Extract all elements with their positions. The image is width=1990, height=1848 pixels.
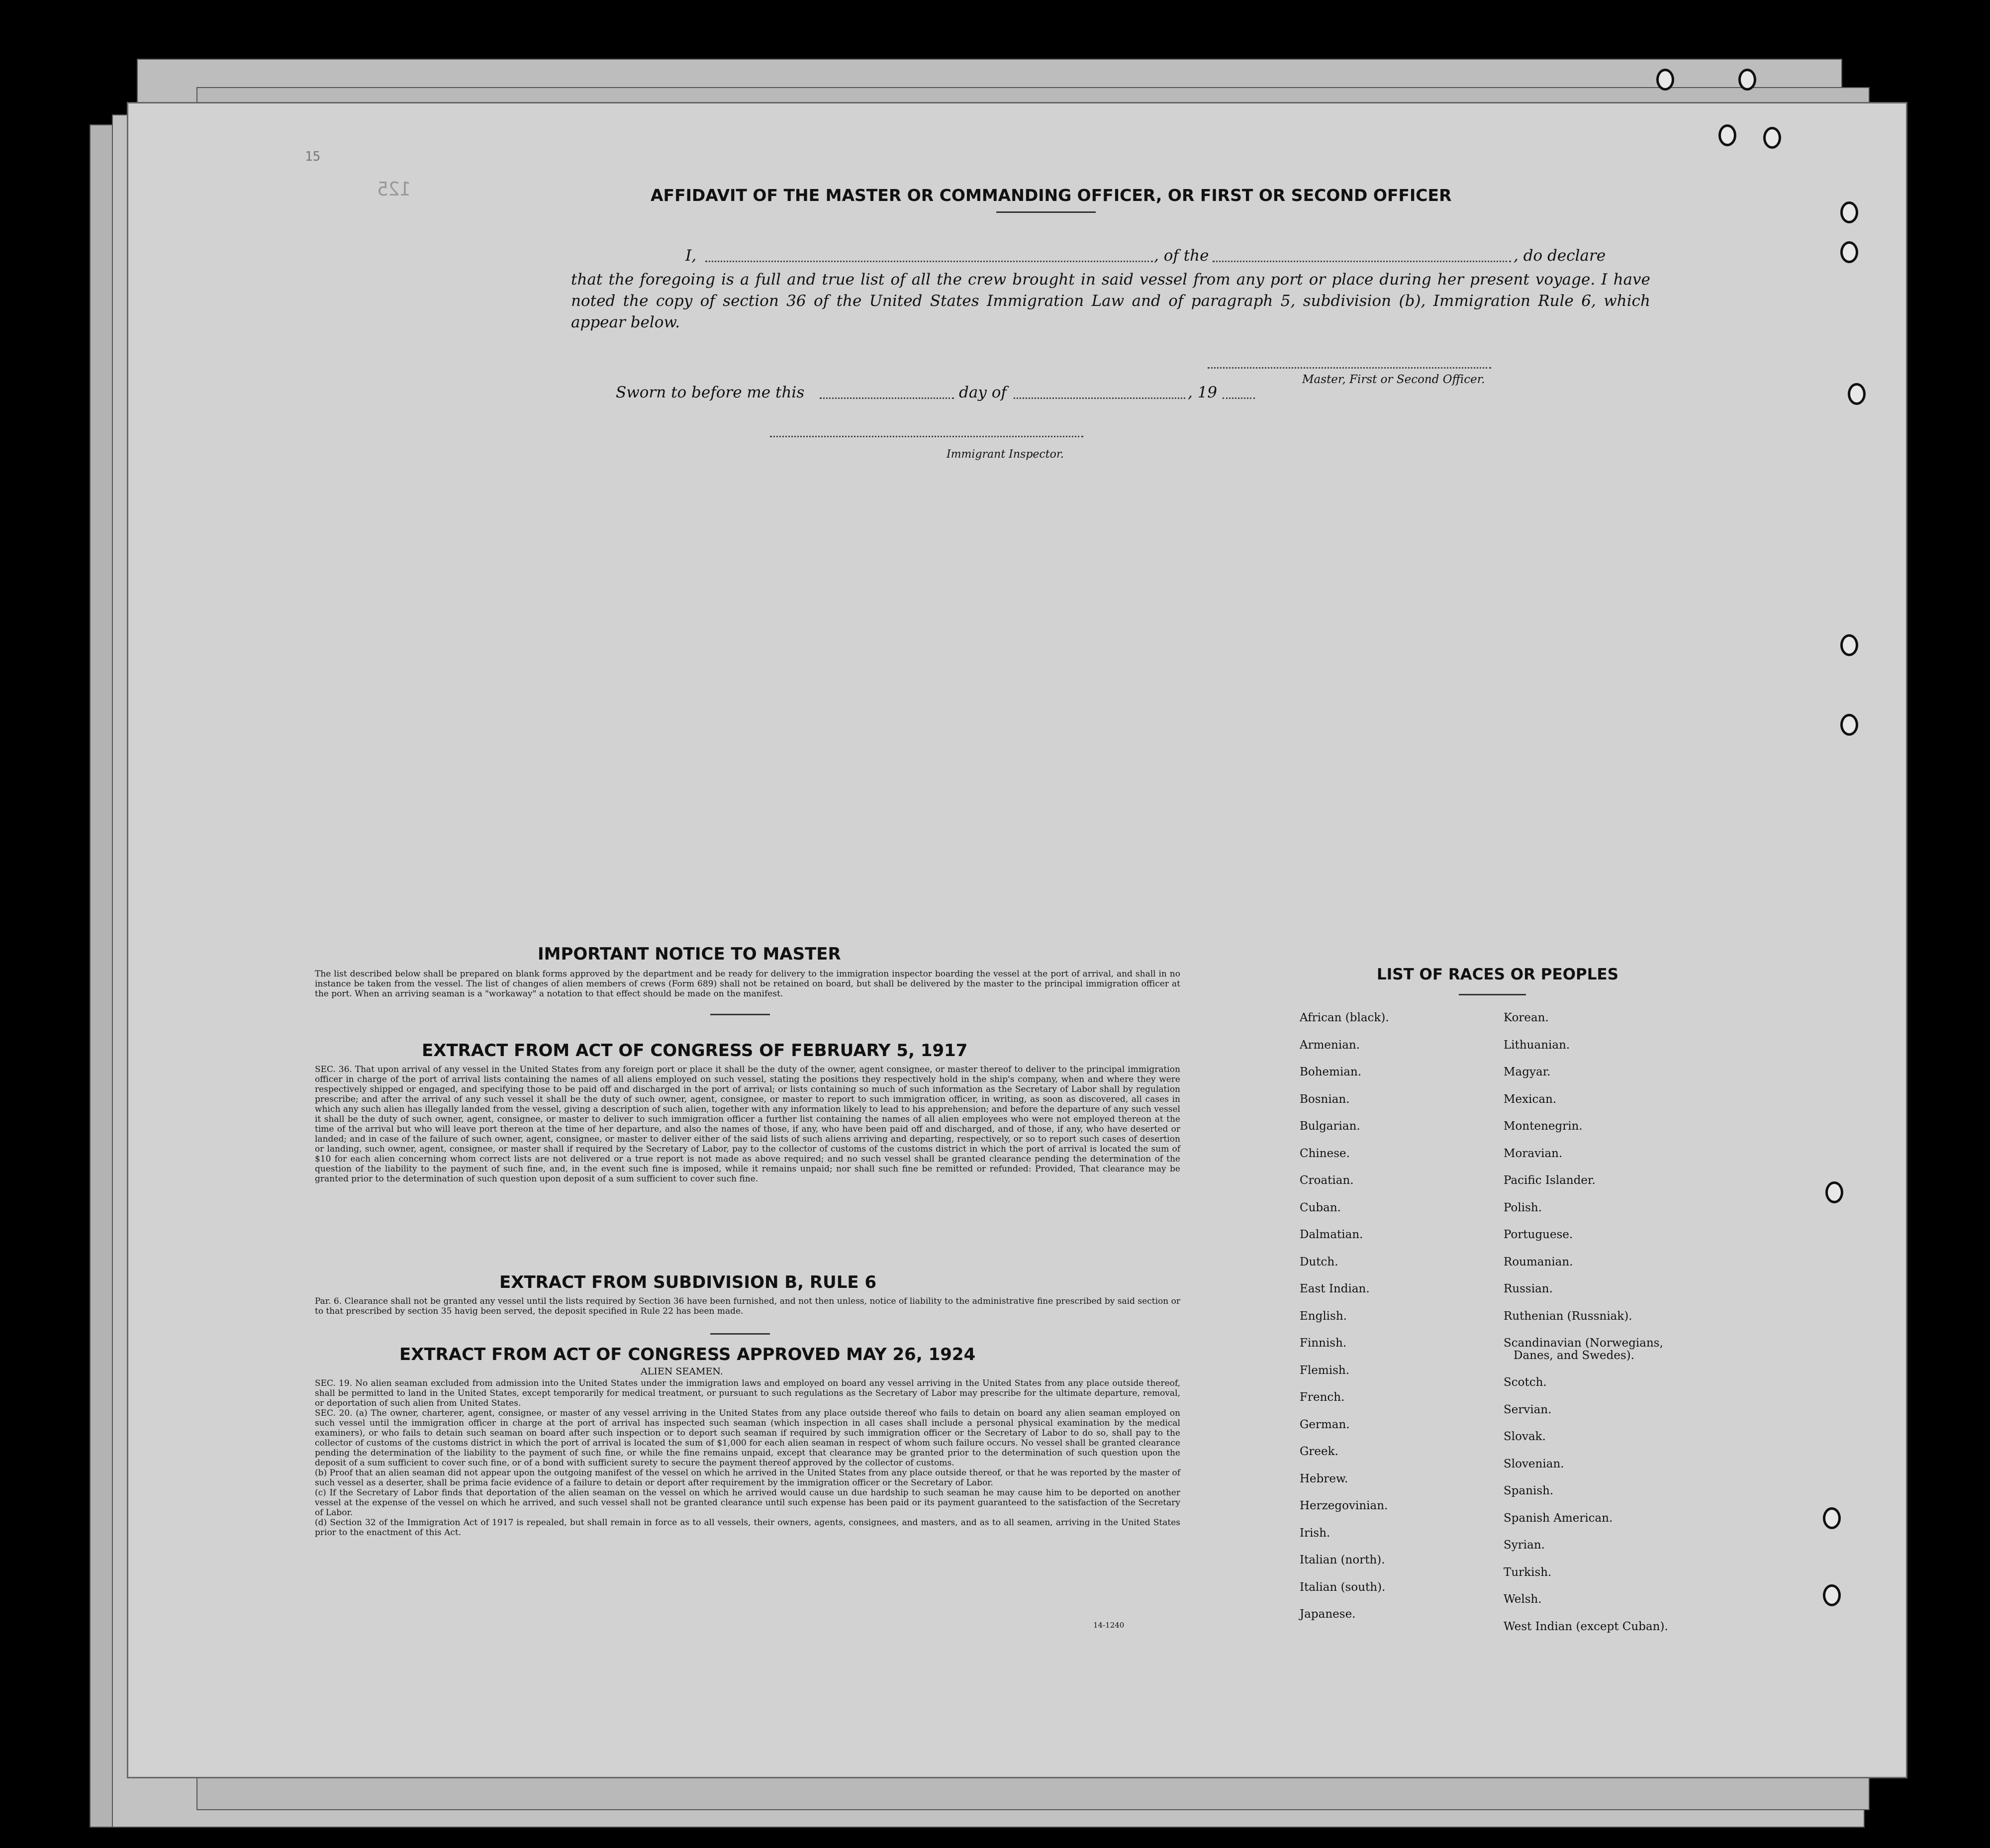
sworn-line — [616, 384, 1382, 403]
race-item: East Indian. — [1300, 1282, 1370, 1295]
race-item: Finnish. — [1300, 1337, 1347, 1350]
year-label: , 19 — [1188, 384, 1218, 401]
race-item: Hebrew. — [1300, 1472, 1348, 1485]
punch-hole-icon — [1825, 1181, 1843, 1203]
race-item: Montenegrin. — [1504, 1120, 1583, 1133]
document-page — [127, 102, 1907, 1778]
race-item: Scandinavian (Norwegians, — [1504, 1337, 1663, 1350]
section-19: SEC. 19. No alien seaman excluded from admission into the United States under the immigration laws and employed on board any vessel arriving in the United States from any place outside thereof, shall be permitted to land in the United States, except temporarily for medical treatment, or pursuant to such regulations as the Secretary of Labor may prescribe for the ultimate departure, removal, or deportation of such alien from United States. — [315, 1378, 1180, 1408]
race-item: African (black). — [1300, 1011, 1389, 1024]
race-item: Pacific Islander. — [1504, 1174, 1596, 1187]
race-item: Irish. — [1300, 1526, 1330, 1540]
race-item: Ruthenian (Russniak). — [1504, 1309, 1632, 1323]
corner-number: 15 — [305, 149, 321, 164]
race-item: Herzegovinian. — [1300, 1499, 1388, 1512]
race-item: Roumanian. — [1504, 1255, 1573, 1268]
label-declare: , do declare — [1514, 247, 1606, 265]
race-item: Armenian. — [1300, 1038, 1360, 1052]
extract-1917-text: SEC. 36. That upon arrival of any vessel in the United States from any foreign port or place it shall be the duty of the owner, agent consignee, or master thereof to deliver to the principal immigration officer in charge of the port of arrival lists containing the names of all aliens employed on such vessel, stating the positions they respectively hold in the ship's company, when and where they were respectively shipped or engaged, and specifying those to be paid off and discharged in the port of arrival; or lists containing so much of such information as the Secretary of Labor shall by regulation prescribe; and after the arrival of any such vessel it shall be the duty of such owner, agent, consignee, or master to report to such immigration officer, in writing, as soon as discovered, all cases in which any such alien has illegally landed from the vessel, giving a description of such alien, together with any information likely to lead to his apprehension; and before the departure of any such vessel it shall be the duty of such owner, agent, consignee, or master to deliver to such immigration officer a further list containing the names of all alien employees who were not employed thereon at the time of the arrival but who will leave port thereon at the time of her departure, and also the names of those, if any, who have been paid off and discharged, and of those, if any, who have deserted or landed; and in case of the failure of such owner, agent, consignee, or master to deliver either of the said lists of such aliens arriving and departing, respectively, or so to report such cases of desertion or landing, such owner, agent, consignee, or master shall if required by the Secretary of Labor, pay to the collector of customs of the customs district in which the port of arrival is located the sum of $10 for each alien concerning whom correct lists are not delivered or a true report is not made as above required; and no such vessel shall be granted clearance pending the determination of the question of the liability to the payment of such fine, and, in the event such fine is imposed, while it remains unpaid; nor shall such fine be remitted or refunded: Provided, That clearance may be granted prior to the determination of such question upon deposit of a sum sufficient to cover such fine. — [315, 1065, 1180, 1184]
punch-hole-icon — [1840, 241, 1858, 263]
form-number: 14-1240 — [1093, 1621, 1125, 1630]
extract-rule6-title: EXTRACT FROM SUBDIVISION B, RULE 6 — [499, 1272, 877, 1292]
punch-hole-icon — [1840, 634, 1858, 656]
affidavit-line-1 — [571, 247, 1650, 267]
alien-seamen-subtitle: ALIEN SEAMEN. — [641, 1366, 723, 1377]
race-item: Bulgarian. — [1300, 1120, 1360, 1133]
race-item: French. — [1300, 1391, 1345, 1404]
race-item: Cuban. — [1300, 1201, 1341, 1214]
month-field[interactable] — [1014, 397, 1185, 399]
race-item: Slovenian. — [1504, 1457, 1564, 1470]
extract-1924-text — [315, 1378, 1180, 1538]
race-item: Mexican. — [1504, 1092, 1557, 1106]
race-item: Turkish. — [1504, 1565, 1552, 1579]
punch-hole-icon — [1823, 1507, 1841, 1529]
day-field[interactable] — [820, 397, 954, 399]
race-item: Welsh. — [1504, 1593, 1542, 1606]
race-item: Spanish. — [1504, 1484, 1554, 1498]
notice-title: IMPORTANT NOTICE TO MASTER — [538, 944, 841, 964]
punch-hole-icon — [1848, 383, 1866, 405]
affidavit-statement: that the foregoing is a full and true list of all the crew brought in said vessel from any port or place during her present voyage. I have noted the copy of section 36 of the United States Immigration Law and of paragraph 5, subdivision (b), Immigration Rule 6, which appear below. — [571, 271, 1650, 331]
race-item: Italian (north). — [1300, 1554, 1385, 1566]
affidavit-title: AFFIDAVIT OF THE MASTER OR COMMANDING OFFICER, OR FIRST OR SECOND OFFICER — [651, 186, 1452, 205]
section-divider — [710, 1014, 770, 1015]
section-20a: SEC. 20. (a) The owner, charterer, agent, consignee, or master of any vessel arriving in the United States from any place outside thereof who fails to detain on board any alien seaman employed on such vessel until the immigration officer in charge at the port of arrival has inspected such seaman (which inspection in all cases shall include a personal physical examination by the medical examiners), or who fails to detain such seaman on board after such inspection or to deport such seaman if required by such immigration officer or the Secretary of Labor to do so, shall pay to the collector of customs of the customs district in which the port of arrival is located the sum of $1,000 for each alien seaman in respect of whom such failure occurs. No vessel shall be granted clearance pending the determination of the liability to the payment of such fine, or while the fine remains unpaid, except that clearance may be granted prior to the determination of such question upon the deposit of a sum sufficient to cover such fine, or of a bond with sufficient surety to secure the payment thereof approved by the collector of customs. — [315, 1408, 1180, 1468]
race-item: German. — [1300, 1418, 1350, 1431]
vessel-field[interactable] — [1213, 261, 1511, 262]
race-item: Greek. — [1300, 1445, 1338, 1458]
day-of-label: day of — [959, 384, 1007, 401]
punch-hole-icon — [1738, 69, 1756, 91]
race-item: Italian (south). — [1300, 1580, 1386, 1594]
label-of: , of the — [1154, 247, 1209, 265]
race-item: Chinese. — [1300, 1147, 1350, 1160]
race-item: Scotch. — [1504, 1376, 1547, 1389]
race-item: Portuguese. — [1504, 1228, 1573, 1241]
inspector-signature-field[interactable] — [770, 436, 1083, 437]
race-item: Flemish. — [1300, 1363, 1350, 1377]
race-item: Bohemian. — [1300, 1066, 1362, 1078]
punch-hole-icon — [1840, 714, 1858, 736]
notice-text: The list described below shall be prepared on blank forms approved by the department and be ready for delivery to the immigration inspector boarding the vessel at the port of arrival, and shall in no instance be taken from the vessel. The list of changes of alien members of crews (Form 689) shall not be retained on board, but shall be delivered by the master to the principal immigration officer at the port. When an arriving seaman is a "workaway" a notation to that effect should be made on the manifest. — [315, 969, 1180, 999]
extract-1917-title: EXTRACT FROM ACT OF CONGRESS OF FEBRUARY 5, 1917 — [422, 1041, 968, 1061]
race-item: Croatian. — [1300, 1174, 1354, 1187]
master-label: Master, First or Second Officer. — [1302, 373, 1485, 386]
race-item: Lithuanian. — [1504, 1038, 1570, 1052]
punch-hole-icon — [1656, 69, 1674, 91]
name-field[interactable] — [705, 261, 1153, 262]
race-item: English. — [1300, 1309, 1347, 1323]
race-item: Korean. — [1504, 1011, 1549, 1024]
races-divider — [1459, 994, 1526, 995]
punch-hole-icon — [1763, 127, 1781, 149]
punch-hole-icon — [1840, 201, 1858, 223]
punch-hole-icon — [1823, 1584, 1841, 1606]
race-item: Spanish American. — [1504, 1511, 1613, 1525]
race-item: Japanese. — [1300, 1608, 1356, 1621]
extract-1924-title: EXTRACT FROM ACT OF CONGRESS APPROVED MAY 26, 1924 — [399, 1345, 976, 1364]
page-number: 125 — [377, 178, 411, 200]
race-item: Danes, and Swedes). — [1514, 1349, 1635, 1362]
race-item: Polish. — [1504, 1201, 1542, 1214]
race-item: Magyar. — [1504, 1066, 1551, 1078]
sworn-label: Sworn to before me this — [616, 384, 805, 401]
signature-field[interactable] — [1208, 367, 1491, 369]
race-item: Slovak. — [1504, 1430, 1546, 1444]
punch-hole-icon — [1718, 124, 1736, 146]
section-20c: (c) If the Secretary of Labor finds that deportation of the alien seaman on the vessel on which he arrived would cause un due hardship to such seaman he may cause him to be deported on another vessel at the expense of the vessel on which he arrived, and such vessel shall not be granted clearance until such expense has been paid or its payment guaranteed to the satisfaction of the Secretary of Labor. — [315, 1488, 1180, 1518]
section-20b: (b) Proof that an alien seaman did not appear upon the outgoing manifest of the vessel on which he arrived in the United States from any place outside thereof, or that he was reported by the master of such vessel as a deserter, shall be prima facie evidence of a failure to detain or deport after requirement by the immigration officer or the Secretary of Labor. — [315, 1468, 1180, 1488]
races-title: LIST OF RACES OR PEOPLES — [1377, 966, 1619, 983]
race-item: Syrian. — [1504, 1539, 1545, 1552]
section-divider — [710, 1333, 770, 1335]
race-item: Bosnian. — [1300, 1092, 1350, 1106]
extract-rule6-text: Par. 6. Clearance shall not be granted any vessel until the lists required by Section 36 have been furnished, and not then unless, notice of liability to the administrative fine prescribed by said section or to that prescribed by section 35 havig been served, the deposit specified in Rule 22 has been made. — [315, 1296, 1180, 1316]
section-20d: (d) Section 32 of the Immigration Act of 1917 is repealed, but shall remain in force as to all vessels, their owners, agents, consignees, and masters, and as to all seamen, arriving in the United States prior to the enactment of this Act. — [315, 1518, 1180, 1538]
race-item: Russian. — [1504, 1282, 1553, 1295]
race-item: Moravian. — [1504, 1147, 1563, 1160]
race-item: Servian. — [1504, 1403, 1552, 1416]
race-item: West Indian (except Cuban). — [1504, 1620, 1668, 1633]
race-item: Dalmatian. — [1300, 1228, 1363, 1241]
race-item: Dutch. — [1300, 1255, 1338, 1268]
inspector-label: Immigrant Inspector. — [947, 448, 1064, 461]
title-divider — [996, 211, 1096, 213]
year-field[interactable] — [1223, 397, 1255, 399]
label-i: I, — [685, 247, 697, 265]
